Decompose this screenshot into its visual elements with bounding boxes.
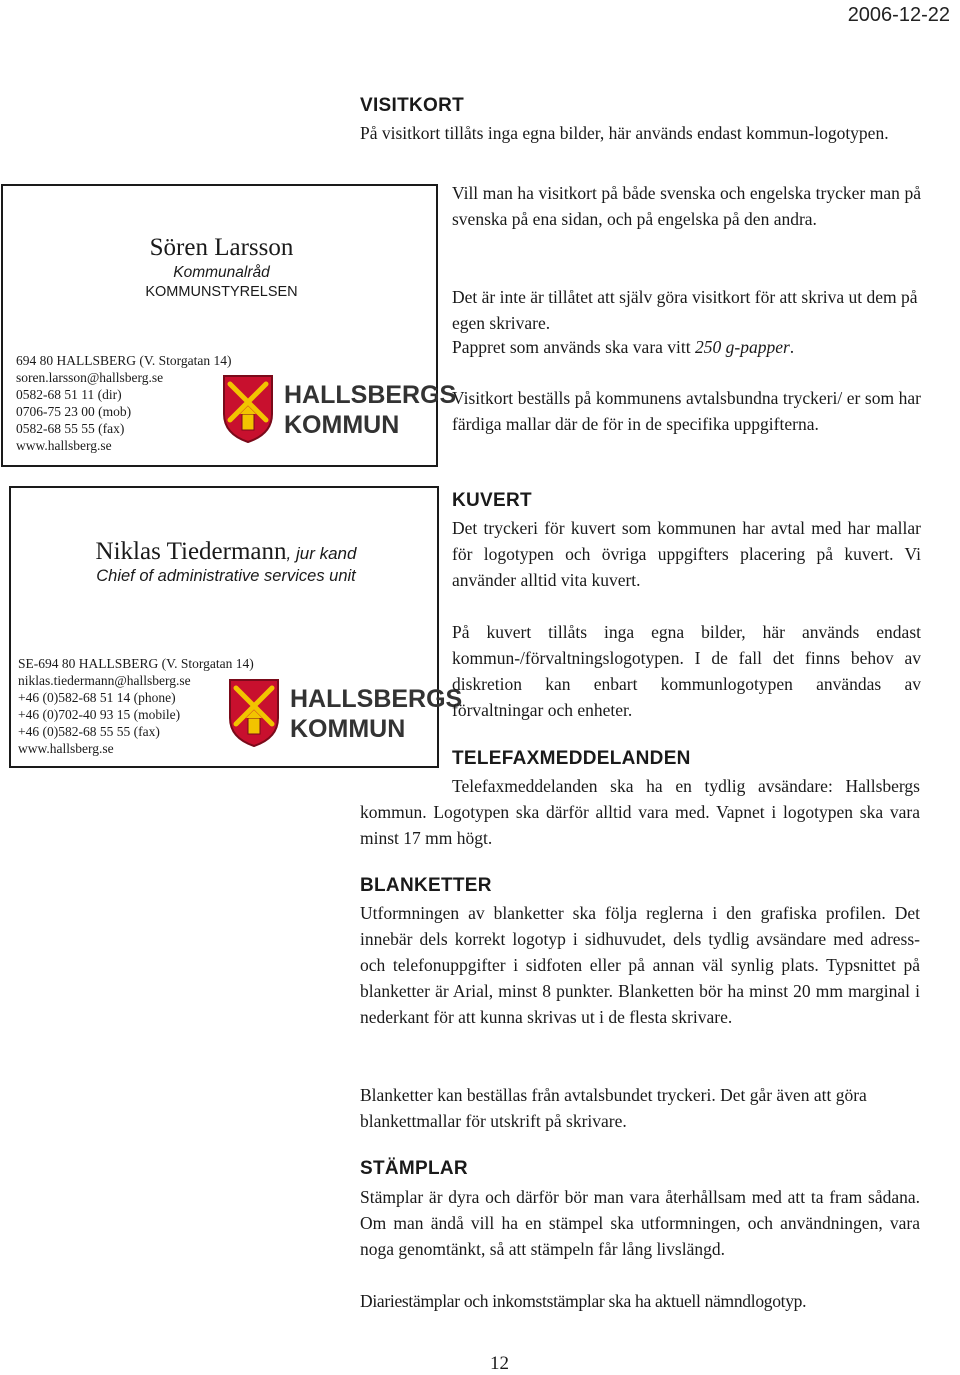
card-website: www.hallsberg.se [18, 741, 114, 756]
card-phone-mobile: +46 (0)702-40 93 15 (mobile) [18, 707, 181, 722]
card-name: Sören Larsson [149, 234, 294, 261]
card-email: niklas.tiedermann@hallsberg.se [18, 673, 191, 688]
paper-spec: 250 g-papper [695, 337, 790, 357]
kuvert-paragraph-2: På kuvert tillåts inga egna bilder, här används endast kommun-/förvaltningslogotypen. I de fall det finns behov av diskretion kan enbart kommunlogotypen användas av förvaltningar och enheter. [452, 622, 921, 720]
visitkort-paragraph-3: Det är inte är tillåtet att själv göra visitkort för att skriva ut dem på egen skrivare. [452, 287, 918, 333]
visitkort-paragraph-2: Vill man ha visitkort på både svenska och engelska trycker man på svenska på ena sidan, och på engelska på den andra. [452, 183, 921, 229]
business-card-swedish [1, 184, 457, 467]
card-email: soren.larsson@hallsberg.se [16, 370, 164, 385]
card-name-line [11, 538, 441, 566]
stamplar-paragraph-1: Stämplar är dyra och därför bör man vara återhållsam med att ta fram sådana. Om man ändå vill ha en stämpel ska utformningen, och användningen, vara noga genomtänkt, så att stämpeln får lång livslängd. [360, 1187, 920, 1259]
card-phone-direct: 0582-68 51 11 (dir) [16, 387, 122, 402]
document-date: 2006-12-22 [847, 4, 950, 26]
hallsberg-logo [228, 678, 463, 758]
heading-stamplar: STÄMPLAR [360, 1158, 468, 1179]
card-department: KOMMUNSTYRELSEN [145, 284, 298, 300]
card-contact-info [18, 655, 254, 757]
logo-line-1: HALLSBERGS [284, 381, 457, 409]
card-role: Kommunalråd [173, 264, 270, 281]
visitkort-paragraph-1: På visitkort tillåts inga egna bilder, här används endast kommun-logotypen. [360, 123, 889, 143]
logo-line-2: KOMMUN [290, 715, 406, 743]
coat-of-arms-icon [222, 374, 274, 444]
heading-kuvert: KUVERT [452, 490, 532, 511]
stamplar-paragraph-2: Diariestämplar och inkomststämplar ska ha aktuell nämndlogotyp. [360, 1291, 807, 1311]
telefax-paragraph-1: Telefaxmeddelanden ska ha en tydlig avsändare: Hallsbergs kommun. Logotypen ska därför alltid vara med. Vapnet i logotypen ska vara minst 17 mm högt. [360, 776, 920, 848]
visitkort-paragraph-5: Visitkort beställs på kommunens avtalsbundna tryckeri/ er som har färdiga mallar där de för in de specifika uppgifterna. [452, 388, 921, 434]
card-address: SE-694 80 HALLSBERG (V. Storgatan 14) [18, 656, 254, 671]
business-card-english [9, 486, 463, 768]
logo-wordmark [284, 380, 456, 440]
card-website: www.hallsberg.se [16, 438, 112, 453]
card-phone-mobile: 0706-75 23 00 (mob) [16, 404, 132, 419]
card-name: Niklas Tiedermann [95, 538, 287, 565]
logo-line-1: HALLSBERGS [290, 685, 463, 713]
heading-blanketter: BLANKETTER [360, 875, 492, 896]
card-fax: +46 (0)582-68 55 55 (fax) [18, 724, 160, 739]
heading-telefax: TELEFAXMEDDELANDEN [452, 748, 691, 769]
blanketter-paragraph-1: Utformningen av blanketter ska följa reglerna i den grafiska profilen. Det innebär dels korrekt logotyp i sidhuvudet, dels tydlig avsändare med adress- och telefonuppgifter i sidfoten eller på annan väl synlig plats. Typsnittet på blanketter är Arial, minst 8 punkter. Blanketten bör ha minst 20 mm marginal i nederkant för att kunna skrivas ut i de flesta skrivare. [360, 903, 920, 1027]
heading-visitkort: VISITKORT [360, 95, 465, 116]
paper-end: . [789, 337, 795, 357]
logo-wordmark [290, 684, 462, 744]
paper-text: Pappret som används ska vara vitt [452, 337, 696, 357]
card-contact-info [16, 352, 232, 454]
page-number: 12 [490, 1353, 509, 1374]
coat-of-arms-icon [228, 678, 280, 748]
card-address: 694 80 HALLSBERG (V. Storgatan 14) [16, 353, 232, 368]
visitkort-paragraph-4 [452, 334, 927, 360]
blanketter-paragraph-2: Blanketter kan beställas från avtalsbundet tryckeri. Det går även att göra blankettmallar för utskrift på skrivare. [360, 1085, 867, 1131]
logo-line-2: KOMMUN [284, 411, 400, 439]
kuvert-paragraph-1: Det tryckeri för kuvert som kommunen har avtal med har mallar för logotypen och övriga uppgifters placering på kuvert. Vi använder alltid vita kuvert. [452, 518, 921, 590]
card-title: Chief of administrative services unit [96, 567, 356, 585]
card-fax: 0582-68 55 55 (fax) [16, 421, 125, 436]
card-name-suffix: , jur kand [286, 544, 357, 563]
card-phone: +46 (0)582-68 51 14 (phone) [18, 690, 176, 705]
hallsberg-logo [222, 374, 457, 454]
